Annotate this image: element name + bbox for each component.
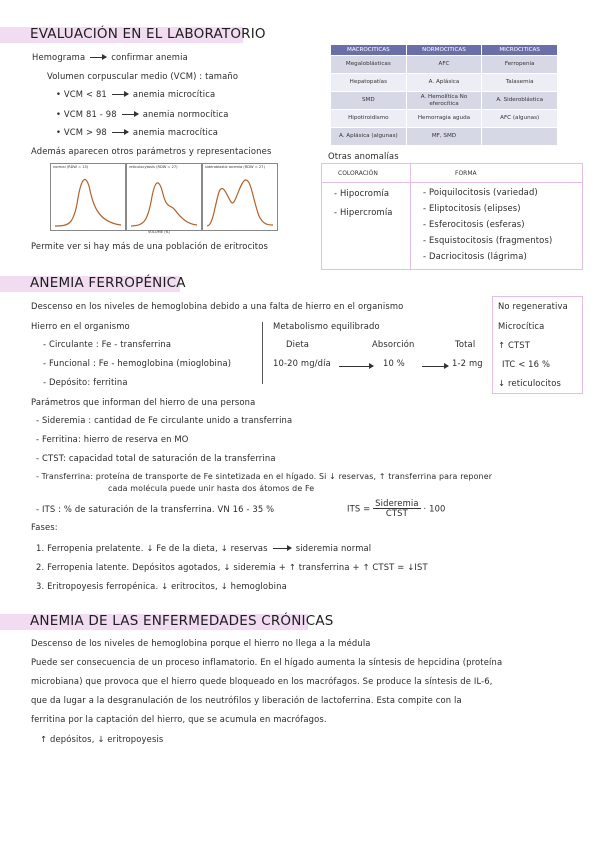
vcm-definition: Volumen corpuscular medio (VCM) : tamaño [47, 71, 239, 81]
histogram-reticulocytosis [126, 163, 202, 231]
ademas-text: Además aparecen otros parámetros y representaciones [31, 146, 272, 156]
vcm-cond: • VCM 81 - 98 [56, 109, 117, 119]
metab-header-total: Total [455, 339, 476, 349]
param-item: - CTST: capacidad total de saturación de la transferrina [36, 453, 276, 463]
hierro-item: - Depósito: ferritina [43, 377, 128, 387]
table-cell: AFC (algunas) [482, 110, 558, 128]
section-title-ferro: ANEMIA FERROPÉNICA [30, 275, 186, 291]
metab-value-absorcion: 10 % [383, 358, 405, 368]
table-cell: Hepatopatías [331, 74, 407, 92]
fases-title: Fases: [31, 522, 58, 532]
cronica-line: Puede ser consecuencia de un proceso inflamatorio. En el hígado aumenta la síntesis de hepcidina (proteína [31, 657, 503, 667]
morphology-table [330, 44, 558, 146]
forma-item: - Poiquilocitosis (variedad) [423, 187, 538, 197]
histogram-xlabel: VOLUME (fL) [148, 230, 171, 234]
vcm-cond: • VCM > 98 [56, 127, 107, 137]
metab-title: Metabolismo equilibrado [273, 321, 380, 331]
table-row [331, 56, 558, 74]
param-item: - Sideremia : cantidad de Fe circulante unido a transferrina [36, 415, 293, 425]
table-row [331, 110, 558, 128]
cronica-summary: ↑ depósitos, ↓ eritropoyesis [40, 734, 164, 744]
col-header-coloracion: COLORACIÓN [338, 170, 378, 177]
cronica-line: Descenso de los niveles de hemoglobina porque el hierro no llega a la médula [31, 638, 371, 648]
section-title-lab: EVALUACIÓN EN EL LABORATORIO [30, 26, 266, 42]
arrow-icon [90, 57, 106, 58]
table-row [331, 74, 558, 92]
hierro-item: - Funcional : Fe - hemoglobina (mioglobina) [43, 358, 232, 368]
ferro-summary-box [492, 296, 583, 394]
fase-text: 1. Ferropenia prelatente. ↓ Fe de la dieta, ↓ reservas [36, 543, 268, 553]
histogram-sideroblastic [202, 163, 278, 231]
its-multiplier: · 100 [423, 503, 446, 514]
vcm-cond: • VCM < 81 [56, 89, 107, 99]
table-cell: A. Sideroblástica [482, 92, 558, 110]
hemograma-label: Hemograma [32, 52, 86, 62]
section-title-cronica: ANEMIA DE LAS ENFERMEDADES CRÓNICAS [30, 613, 334, 629]
forma-item: - Eliptocitosis (elipses) [423, 203, 521, 213]
table-row [331, 128, 558, 146]
summary-item: ↓ reticulocitos [498, 378, 562, 388]
hemograma-line [32, 52, 188, 62]
permite-text: Permite ver si hay más de una población de eritrocitos [31, 241, 269, 251]
arrow-icon [112, 94, 128, 95]
param-item: - Ferritina: hierro de reserva en MO [36, 434, 189, 444]
divider [410, 164, 411, 269]
divider [322, 182, 582, 183]
histogram-label: sideroblastic anemia (RDW = 27) [205, 165, 265, 169]
hierro-title: Hierro en el organismo [31, 321, 130, 331]
cronica-line: microbiana) que provoca que el hierro quede bloqueado en los macrófagos. Se produce la síntesis de IL-6, [31, 676, 493, 686]
summary-item: ITC < 16 % [502, 359, 551, 369]
param-title: Parámetros que informan del hierro de una persona [31, 397, 256, 407]
table-cell: A. Aplásica (algunas) [331, 128, 407, 146]
histogram-label: normal (RDW = 15) [53, 165, 89, 169]
table-cell: SMD [331, 92, 407, 110]
vcm-result: anemia microcítica [132, 89, 216, 99]
coloracion-item: - Hipocromía [334, 188, 390, 198]
fase-item [36, 543, 371, 553]
histogram-label: reticulocytosis (RDW = 27) [129, 165, 178, 169]
its-fraction [373, 499, 421, 518]
summary-item: Microcítica [498, 321, 545, 331]
table-cell: A. Hemolítica No eferocítica [406, 92, 482, 110]
rdw-histograms [48, 163, 278, 237]
param-its: - ITS : % de saturación de la transferrina. VN 16 - 35 % [36, 504, 275, 514]
param-transferrina-2: cada molécula puede unir hasta dos átomos de Fe [108, 484, 315, 493]
table-cell: Talasemia [482, 74, 558, 92]
curve-normal [51, 164, 125, 230]
table-header-normo: NORMOCITICAS [406, 45, 482, 56]
arrow-icon [422, 356, 448, 375]
anomalias-box [321, 163, 583, 270]
col-header-forma: FORMA [455, 170, 477, 177]
table-cell: Hipotiroidismo [331, 110, 407, 128]
table-header-macro: MACROCITICAS [331, 45, 407, 56]
its-label: ITS = [347, 503, 371, 514]
forma-item: - Esquistocitosis (fragmentos) [423, 235, 553, 245]
fase-item: 3. Eritropoyesis ferropénica. ↓ eritrocitos, ↓ hemoglobina [36, 581, 287, 591]
cronica-line: ferritina por la captación del hierro, que se acumula en macrófagos. [31, 714, 327, 724]
its-numerator: Sideremia [375, 498, 419, 508]
curve-reticulocytosis [127, 164, 201, 230]
table-header-micro: MICROCITICAS [482, 45, 558, 56]
forma-item: - Esferocitosis (esferas) [423, 219, 525, 229]
arrow-icon [273, 548, 291, 549]
its-denominator: CTST [385, 508, 408, 518]
metab-value-dieta: 10-20 mg/día [273, 358, 331, 368]
its-formula [347, 499, 446, 518]
vcm-result: anemia macrocítica [132, 127, 219, 137]
vcm-item [56, 109, 229, 119]
vcm-result: anemia normocítica [142, 109, 229, 119]
metab-value-total: 1-2 mg [452, 358, 483, 368]
arrow-icon [112, 132, 128, 133]
table-cell: Ferropenia [482, 56, 558, 74]
ferro-intro: Descenso en los niveles de hemoglobina debido a una falta de hierro en el organismo [31, 301, 404, 311]
arrow-icon [122, 114, 138, 115]
table-row [331, 92, 558, 110]
table-cell: Megaloblásticas [331, 56, 407, 74]
vcm-item [56, 89, 215, 99]
table-cell: Hemorragia aguda [406, 110, 482, 128]
param-transferrina: - Transferrina: proteína de transporte de Fe sintetizada en el hígado. Si ↓ reservas, ↑ transferrina para reponer [36, 472, 493, 481]
anomalias-title: Otras anomalías [328, 151, 399, 161]
vcm-item [56, 127, 218, 137]
summary-item: No regenerativa [498, 301, 568, 311]
metab-header-dieta: Dieta [286, 339, 310, 349]
coloracion-item: - Hipercromía [334, 207, 393, 217]
metab-header-absorcion: Absorción [372, 339, 415, 349]
bracket [262, 322, 263, 384]
table-cell: MF, SMD [406, 128, 482, 146]
confirmar-label: confirmar anemia [111, 52, 188, 62]
forma-item: - Dacriocitosis (lágrima) [423, 251, 527, 261]
summary-item: ↑ CTST [498, 340, 530, 350]
arrow-icon [339, 356, 373, 375]
hierro-item: - Circulante : Fe - transferrina [43, 339, 172, 349]
table-cell: AFC [406, 56, 482, 74]
histogram-normal [50, 163, 126, 231]
cronica-line: que da lugar a la desgranulación de los neutrófilos y liberación de lactoferrina. Esta compite con la [31, 695, 462, 705]
table-cell [482, 128, 558, 146]
fase-result: sideremia normal [295, 543, 372, 553]
curve-sideroblastic [203, 164, 277, 230]
fase-item: 2. Ferropenia latente. Depósitos agotados, ↓ sideremia + ↑ transferrina + ↑ CTST = ↓IST [36, 562, 428, 572]
table-cell: A. Aplásica [406, 74, 482, 92]
